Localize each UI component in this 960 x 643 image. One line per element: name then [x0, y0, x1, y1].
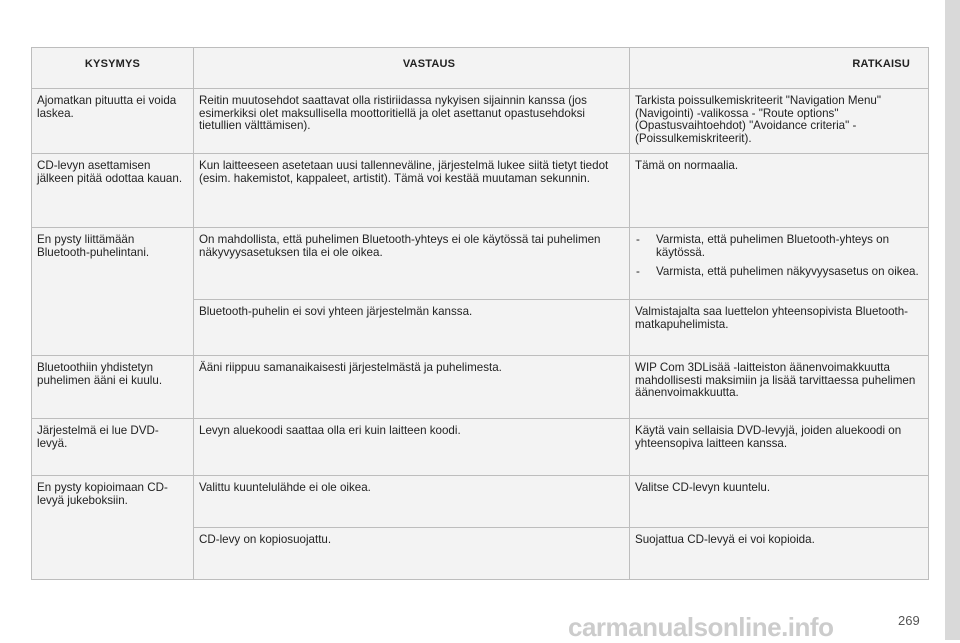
- solution-cell: [630, 228, 929, 300]
- question-cell: Ajomatkan pituutta ei voida laskea.: [32, 89, 194, 154]
- header-solution: RATKAISU: [630, 48, 929, 89]
- watermark: carmanualsonline.info: [568, 612, 834, 642]
- table-row: [32, 228, 929, 300]
- troubleshooting-table: [31, 47, 929, 580]
- solution-cell: Tämä on normaalia.: [630, 154, 929, 228]
- answer-cell: Levyn aluekoodi saattaa olla eri kuin laitteen koodi.: [194, 419, 630, 476]
- page-number: 269: [898, 613, 920, 628]
- answer-cell: Kun laitteeseen asetetaan uusi tallenneväline, järjestelmä lukee siitä tietyt tiedot (esim. hakemistot, kappaleet, artistit). Tämä voi kestää muutaman sekunnin.: [194, 154, 630, 228]
- answer-cell: On mahdollista, että puhelimen Bluetooth-yhteys ei ole käytössä tai puhelimen näkyvyysasetuksen tila ei ole oikea.: [194, 228, 630, 300]
- side-strip: [945, 0, 960, 640]
- question-cell: Järjestelmä ei lue DVD-levyä.: [32, 419, 194, 476]
- table-header-row: [32, 48, 929, 89]
- solution-cell: Valmistajalta saa luettelon yhteensopivista Bluetooth-matkapuhelimista.: [630, 300, 929, 356]
- answer-cell: Reitin muutosehdot saattavat olla ristiriidassa nykyisen sijainnin kanssa (jos esimerkiksi olet maksullisella moottoritiellä ja olet asettanut opastusehdoksi tietullien välttämisen).: [194, 89, 630, 154]
- table-row: [32, 154, 929, 228]
- table-row: [32, 89, 929, 154]
- solution-list: [635, 234, 923, 279]
- question-cell: En pysty kopioimaan CD-levyä jukeboksiin.: [32, 476, 194, 580]
- solution-cell: Suojattua CD-levyä ei voi kopioida.: [630, 528, 929, 580]
- answer-cell: Bluetooth-puhelin ei sovi yhteen järjestelmän kanssa.: [194, 300, 630, 356]
- header-answer: VASTAUS: [194, 48, 630, 89]
- solution-list-item: - Varmista, että puhelimen näkyvyysasetus on oikea.: [635, 266, 923, 279]
- question-cell: Bluetoothiin yhdistetyn puhelimen ääni ei kuulu.: [32, 356, 194, 419]
- table-row: [32, 356, 929, 419]
- question-cell: CD-levyn asettamisen jälkeen pitää odottaa kauan.: [32, 154, 194, 228]
- table-row: [32, 419, 929, 476]
- solution-list-item: - Varmista, että puhelimen Bluetooth-yhteys on käytössä.: [635, 234, 923, 259]
- answer-cell: Valittu kuuntelulähde ei ole oikea.: [194, 476, 630, 528]
- solution-cell: WIP Com 3DLisää -laitteiston äänenvoimakkuutta mahdollisesti maksimiin ja lisää tarvittaessa puhelimen äänenvoimakkuutta.: [630, 356, 929, 419]
- answer-cell: Ääni riippuu samanaikaisesti järjestelmästä ja puhelimesta.: [194, 356, 630, 419]
- header-question: KYSYMYS: [32, 48, 194, 89]
- solution-cell: Valitse CD-levyn kuuntelu.: [630, 476, 929, 528]
- solution-cell: Tarkista poissulkemiskriteerit "Navigation Menu" (Navigointi) -valikossa - "Route options" (Opastusvaihtoehdot) "Avoidance criteria" - (Poissulkemiskriteerit).: [630, 89, 929, 154]
- table-row: [32, 476, 929, 528]
- answer-cell: CD-levy on kopiosuojattu.: [194, 528, 630, 580]
- question-cell: En pysty liittämään Bluetooth-puhelintani.: [32, 228, 194, 356]
- solution-cell: Käytä vain sellaisia DVD-levyjä, joiden aluekoodi on yhteensopiva laitteen kanssa.: [630, 419, 929, 476]
